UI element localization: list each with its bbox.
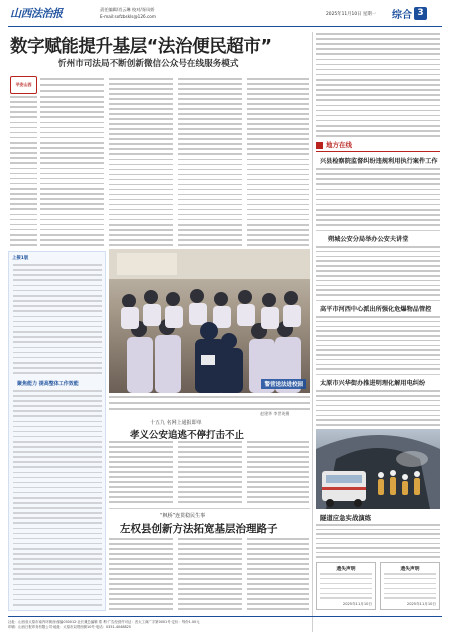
story-5-title: 隧道应急实战演练 bbox=[320, 514, 372, 522]
feature1-title: 孝义公安追逃不停打击不止 bbox=[130, 430, 245, 441]
sidebar-box bbox=[8, 251, 106, 611]
story-2-text bbox=[316, 246, 440, 296]
feature2-col-2 bbox=[178, 538, 242, 610]
story-divider-2 bbox=[316, 300, 440, 301]
feature1-col-1 bbox=[109, 441, 173, 503]
photo-caption-text bbox=[109, 396, 310, 410]
story-4-text bbox=[316, 390, 440, 426]
lead-article-col-4 bbox=[247, 78, 309, 246]
footer bbox=[8, 616, 442, 636]
lead-article-col-1-top bbox=[40, 78, 104, 92]
newspaper-logo: 山西法治报 bbox=[10, 7, 63, 20]
classroom-photo-art bbox=[109, 249, 310, 393]
tunnel-drill-photo bbox=[316, 429, 440, 509]
story-divider-1 bbox=[316, 230, 440, 231]
story-1-title: 兴县检察院监督纠纷违规利用执行案件工作 bbox=[320, 158, 438, 165]
story-5-text bbox=[316, 524, 440, 558]
classroom-photo bbox=[109, 249, 310, 393]
notice-1-text bbox=[320, 573, 372, 599]
photo-caption-overlay: 警营送法进校园 bbox=[261, 379, 306, 389]
lead-stamp-logo: 平安山西 bbox=[10, 76, 37, 94]
feature-divider bbox=[109, 508, 310, 509]
feature1-kicker: 十五九 名网上通报即单 bbox=[150, 420, 202, 426]
lead-article-col-3 bbox=[178, 78, 242, 246]
section-header: 聚焦能力 提高整体工作效能 bbox=[17, 381, 79, 387]
photo-byline: 赵建华 李世英摄 bbox=[260, 411, 290, 416]
story-3-text bbox=[316, 316, 440, 370]
lead-subtitle: 忻州市司法局不断创新微信公众号在线服务模式 bbox=[58, 59, 239, 69]
feature2-kicker: “枫桥”连贯稳民生事 bbox=[160, 513, 206, 519]
lead-headline: 数字赋能提升基层“法治便民超市” bbox=[10, 37, 272, 57]
lead-article-col-1 bbox=[40, 96, 104, 246]
notice-1-title: 遗失声明 bbox=[336, 567, 356, 572]
right-column-text-top bbox=[316, 33, 440, 137]
feature2-col-1 bbox=[109, 538, 173, 610]
page-number-badge: 3 bbox=[414, 7, 427, 20]
sidebar-text-2 bbox=[13, 390, 102, 606]
local-news-banner bbox=[316, 140, 440, 152]
masthead bbox=[8, 3, 442, 27]
section-tab bbox=[392, 6, 440, 21]
story-4-title: 太原市兴华街办推进明理化解用电纠纷 bbox=[320, 380, 426, 387]
story-2-title: 朔城公安分局举办公安夫讲堂 bbox=[328, 236, 409, 243]
tunnel-drill-art bbox=[316, 429, 440, 509]
lead-article-col-0 bbox=[10, 96, 37, 246]
footer-line-1: 社址：山西省太原市南内环街西·邮编030012·社长兼总编辑 郑 利·广告经营许可证：晋太工商广字第0001号·定价：每份1.00元 bbox=[8, 620, 200, 624]
story-divider-3 bbox=[316, 374, 440, 375]
banner-label: 地方在线 bbox=[326, 141, 352, 149]
feature1-col-2 bbox=[178, 441, 242, 503]
column-divider bbox=[312, 32, 313, 632]
notice-2-text bbox=[384, 573, 436, 599]
notice-1-date: 2025年11月10日 bbox=[342, 602, 372, 606]
story-3-title: 高平市河西中心派出所强化危爆物品管控 bbox=[320, 306, 432, 313]
story-1-text bbox=[316, 168, 440, 226]
banner-square-icon bbox=[316, 142, 323, 149]
editor-contact: 责任编辑/肖云琳 校对/胥凤娇 bbox=[100, 7, 155, 12]
notice-2-title: 遗失声明 bbox=[400, 567, 420, 572]
feature2-col-3 bbox=[247, 538, 309, 610]
notice-box-2 bbox=[380, 562, 440, 610]
notice-box-1 bbox=[316, 562, 376, 610]
sidebar-box-label: 上接1版 bbox=[12, 256, 29, 261]
lead-article-col-2 bbox=[109, 78, 173, 246]
footer-line-2: 印刷：山西日报印务有限公司·地址：太原市双塔西街10号·电话：0351-4048825 bbox=[8, 625, 131, 629]
sidebar-text-1 bbox=[13, 264, 102, 374]
notice-2-date: 2025年11月10日 bbox=[406, 602, 436, 606]
section-name: 综合 bbox=[392, 10, 412, 21]
issue-date: 2025年11月10日 星期一 bbox=[326, 12, 377, 17]
editor-email: E-mail:sxfzbskls@126.com bbox=[100, 14, 156, 19]
feature1-col-3 bbox=[247, 441, 309, 503]
feature2-title: 左权县创新方法拓宽基层治理路子 bbox=[120, 523, 278, 535]
